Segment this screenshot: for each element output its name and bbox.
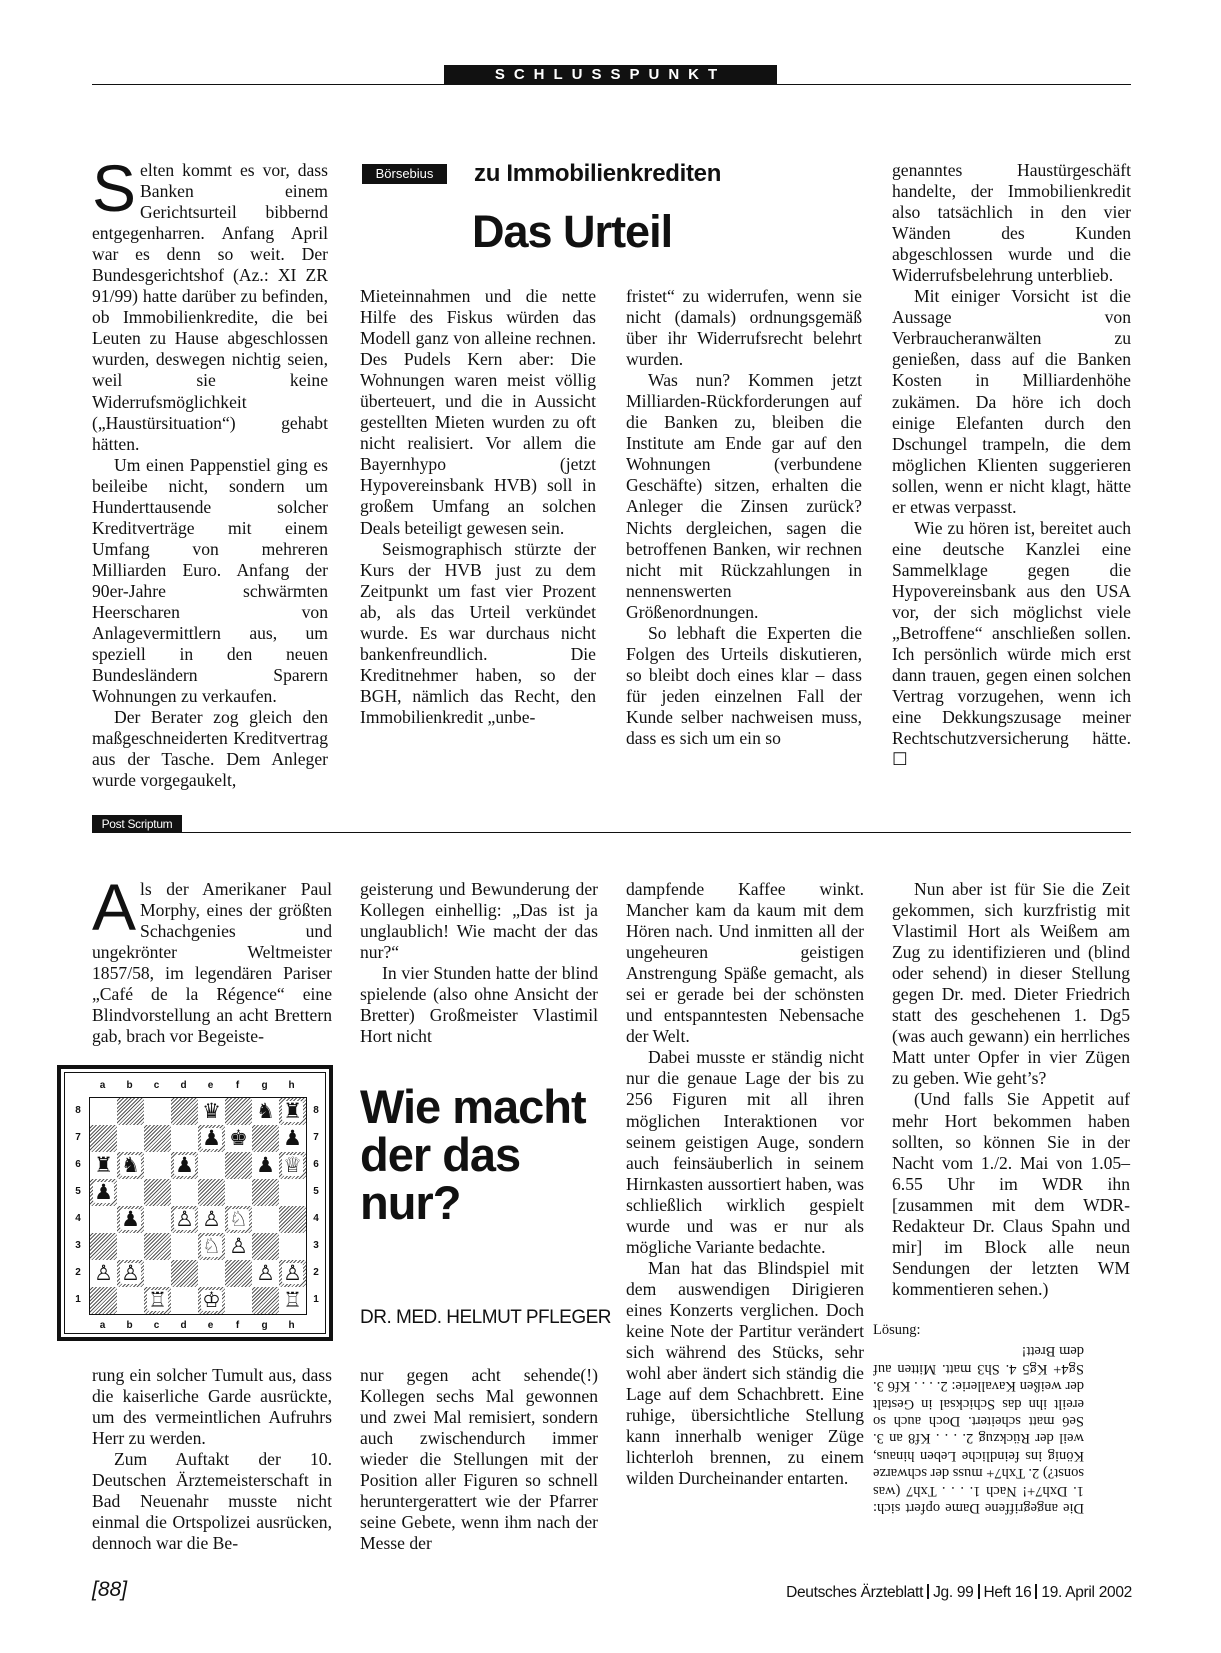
board-square-b7 bbox=[117, 1125, 144, 1152]
paragraph: Der Berater zog gleich den maßgeschneiderten Kreditvertrag aus der Tasche. Dem Anleger wurde vorgegaukelt, bbox=[92, 707, 328, 791]
rank-label: 1 bbox=[313, 1294, 319, 1305]
article1-column-2 bbox=[360, 286, 596, 728]
file-label: g bbox=[261, 1080, 268, 1091]
rank-label: 3 bbox=[75, 1240, 81, 1251]
paragraph: elten kommt es vor, dass Banken einem Gerichtsurteil bibbernd entgegenharren. Anfang April war es denn so weit. Der Bundesgerichtshof (Az.: XI ZR 91/99) hatte darüber zu befinden, ob Immobilienkredite, die bei Leuten zu Hause abgeschlossen wurden, deswegen nichtig seien, weil sie keine Widerrufsmöglichkeit („Haustürsituation“) gehabt hätten. bbox=[92, 160, 328, 454]
board-square-e8 bbox=[198, 1098, 225, 1125]
paragraph: Mieteinnahmen und die nette Hilfe des Fiskus würden das Modell ganz von alleine rechnen. Des Pudels Kern aber: Die Wohnungen waren meist völlig überteuert, und die in Aussicht gestellten Mieten wurden zu oft nicht realisiert. Vor allem die Bayernhypo (jetzt Hypovereinsbank HVB) soll in großem Umfang an solchen Deals beteiligt gewesen sein. bbox=[360, 286, 596, 538]
file-label: h bbox=[288, 1320, 295, 1331]
rank-label: 4 bbox=[313, 1213, 319, 1224]
rank-label: 2 bbox=[75, 1267, 81, 1278]
board-square-f6 bbox=[225, 1152, 252, 1179]
chess-piece: ♟ bbox=[94, 1180, 113, 1204]
article1-column-3 bbox=[626, 286, 862, 749]
board-square-d8 bbox=[171, 1098, 198, 1125]
chess-piece: ♜ bbox=[94, 1153, 113, 1177]
article1-column-4 bbox=[892, 160, 1131, 770]
board-square-g3 bbox=[252, 1233, 279, 1260]
board-square-f7 bbox=[225, 1125, 252, 1152]
board-square-e1 bbox=[198, 1287, 225, 1314]
board-square-b8 bbox=[117, 1098, 144, 1125]
chess-piece: ♙ bbox=[229, 1234, 248, 1258]
board-square-a6 bbox=[90, 1152, 117, 1179]
chessboard bbox=[89, 1097, 307, 1315]
article-kicker: zu Immobilienkrediten bbox=[474, 160, 722, 187]
board-square-h3 bbox=[279, 1233, 306, 1260]
board-square-a1 bbox=[90, 1287, 117, 1314]
chess-piece: ♖ bbox=[148, 1288, 167, 1312]
chess-piece: ♟ bbox=[121, 1207, 140, 1231]
file-label: e bbox=[207, 1320, 214, 1331]
chess-piece: ♟ bbox=[283, 1126, 302, 1150]
solution-label: Lösung: bbox=[873, 1322, 921, 1338]
board-square-a7 bbox=[90, 1125, 117, 1152]
chess-piece: ♚ bbox=[229, 1126, 248, 1150]
article2-column-1-top bbox=[92, 870, 332, 1047]
rank-labels-left bbox=[70, 1097, 86, 1313]
chess-piece: ♙ bbox=[121, 1261, 140, 1285]
paragraph: Dabei musste er ständig nicht nur die genaue Lage der bis zu 256 Figuren mit all ihren möglichen Interaktionen vor seinem geistigen Auge, sondern auch feinsäuberlich in seinem Hirnkasten aussortiert haben, was schließlich wirklich gespielt wurde und was er nur als mögliche Variante bedachte. bbox=[626, 1047, 864, 1257]
board-square-h8 bbox=[279, 1098, 306, 1125]
author-byline: DR. MED. HELMUT PFLEGER bbox=[360, 1307, 612, 1328]
chess-piece: ♟ bbox=[256, 1153, 275, 1177]
rank-label: 6 bbox=[313, 1159, 319, 1170]
section-label: SCHLUSSPUNKT bbox=[444, 65, 777, 85]
board-square-b3 bbox=[117, 1233, 144, 1260]
board-square-c5 bbox=[144, 1179, 171, 1206]
paragraph: Was nun? Kommen jetzt Milliarden-Rückforderungen auf die Banken zu, bleiben die Institute am Ende gar auf den Wohnungen (verbundene Geschäfte) sitzen, erhalten die Anleger die Zinsen zurück? Nichts dergleichen, sagen die betroffenen Banken, wir rechnen nicht mit Rückzahlungen in nennenswerten Größenordnungen. bbox=[626, 370, 862, 622]
file-label: b bbox=[126, 1320, 133, 1331]
file-label: c bbox=[153, 1080, 160, 1091]
article2-column-4 bbox=[892, 879, 1130, 1300]
file-label: e bbox=[207, 1080, 214, 1091]
board-square-g5 bbox=[252, 1179, 279, 1206]
rank-label: 8 bbox=[313, 1105, 319, 1116]
article2-column-3 bbox=[626, 879, 864, 1489]
dropcap: A bbox=[92, 870, 137, 944]
board-square-d7 bbox=[171, 1125, 198, 1152]
paragraph: nur gegen acht sehende(!) Kollegen sechs Mal gewonnen und zwei Mal remisiert, sondern auch zwischendurch immer wieder die Stellungen mit der Position aller Figuren so schnell heruntergerattert wie der Pfarrer seine Gebete, wenn ihm nach der Messe der bbox=[360, 1365, 598, 1554]
chess-piece: ♛ bbox=[202, 1099, 221, 1123]
chess-piece: ♜ bbox=[283, 1099, 302, 1123]
file-label: f bbox=[235, 1080, 240, 1091]
issue: Heft 16 bbox=[983, 1584, 1032, 1601]
board-square-a2 bbox=[90, 1260, 117, 1287]
chess-piece: ♖ bbox=[283, 1288, 302, 1312]
board-square-a5 bbox=[90, 1179, 117, 1206]
date: 19. April 2002 bbox=[1041, 1584, 1132, 1601]
chess-piece: ♟ bbox=[202, 1126, 221, 1150]
board-square-h2 bbox=[279, 1260, 306, 1287]
rank-label: 3 bbox=[313, 1240, 319, 1251]
paragraph: genanntes Haustürgeschäft handelte, der Immobilienkredit also tatsächlich in den vier Wänden des Kunden abgeschlossen wurde und die Widerrufsbelehrung unterblieb. bbox=[892, 160, 1131, 286]
rank-label: 7 bbox=[313, 1132, 319, 1143]
file-label: d bbox=[180, 1320, 187, 1331]
board-square-g7 bbox=[252, 1125, 279, 1152]
paragraph: geisterung und Bewunderung der Kollegen einhellig: „Das ist ja unglaublich! Wie macht der das nur?“ bbox=[360, 879, 598, 963]
chess-piece: ♙ bbox=[175, 1207, 194, 1231]
file-labels-top bbox=[89, 1078, 305, 1094]
board-square-a8 bbox=[90, 1098, 117, 1125]
file-label: a bbox=[99, 1080, 106, 1091]
board-square-d1 bbox=[171, 1287, 198, 1314]
board-square-h4 bbox=[279, 1206, 306, 1233]
article2-column-2-bottom bbox=[360, 1365, 598, 1554]
board-square-a4 bbox=[90, 1206, 117, 1233]
chess-piece: ♙ bbox=[202, 1207, 221, 1231]
chess-piece: ♙ bbox=[256, 1261, 275, 1285]
chess-piece: ♟ bbox=[175, 1153, 194, 1177]
file-label: g bbox=[261, 1320, 268, 1331]
board-square-d5 bbox=[171, 1179, 198, 1206]
chess-piece: ♞ bbox=[256, 1099, 275, 1123]
paragraph: Man hat das Blindspiel mit dem auswendigen Dirigieren eines Konzerts verglichen. Doch keine Note der Partitur verändert sich während des Stücks, sehr wohl aber ändert sich ständig die Lage auf dem Schachbrett. Eine ruhige, übersichtliche Stellung kann innerhalb weniger Züge lichterloh brennen, zu einem wilden Durcheinander entarten. bbox=[626, 1257, 864, 1489]
board-square-e2 bbox=[198, 1260, 225, 1287]
article-headline: Wie macht der das nur? bbox=[360, 1080, 586, 1229]
board-square-a3 bbox=[90, 1233, 117, 1260]
board-square-g8 bbox=[252, 1098, 279, 1125]
rank-label: 4 bbox=[75, 1213, 81, 1224]
chess-piece: ♘ bbox=[229, 1207, 248, 1231]
board-square-f2 bbox=[225, 1260, 252, 1287]
chess-diagram bbox=[57, 1065, 333, 1341]
rank-labels-right bbox=[308, 1097, 324, 1313]
volume: Jg. 99 bbox=[933, 1584, 974, 1601]
file-label: h bbox=[288, 1080, 295, 1091]
chess-piece: ♘ bbox=[202, 1234, 221, 1258]
board-square-e4 bbox=[198, 1206, 225, 1233]
file-label: c bbox=[153, 1320, 160, 1331]
chess-piece: ♕ bbox=[283, 1153, 302, 1177]
rank-label: 1 bbox=[75, 1294, 81, 1305]
board-square-h1 bbox=[279, 1287, 306, 1314]
board-square-d2 bbox=[171, 1260, 198, 1287]
board-square-e3 bbox=[198, 1233, 225, 1260]
board-square-c2 bbox=[144, 1260, 171, 1287]
board-square-b4 bbox=[117, 1206, 144, 1233]
rank-label: 7 bbox=[75, 1132, 81, 1143]
board-square-c1 bbox=[144, 1287, 171, 1314]
board-square-f5 bbox=[225, 1179, 252, 1206]
footer-source bbox=[786, 1584, 1132, 1602]
rank-label: 8 bbox=[75, 1105, 81, 1116]
board-square-e5 bbox=[198, 1179, 225, 1206]
paragraph: fristet“ zu widerrufen, wenn sie nicht (damals) ordnungsgemäß über ihr Widerrufsrecht belehrt wurden. bbox=[626, 286, 862, 370]
board-square-e6 bbox=[198, 1152, 225, 1179]
chess-piece: ♙ bbox=[283, 1261, 302, 1285]
paragraph: Seismographisch stürzte der Kurs der HVB just zu dem Zeitpunkt um fast vier Prozent ab, als das Urteil verkündet wurde. Es war durchaus nicht bankenfreundlich. Die Kreditnehmer haben, so der BGH, nämlich das Recht, den Immobilienkredit „unbe- bbox=[360, 538, 596, 727]
board-square-c4 bbox=[144, 1206, 171, 1233]
paragraph: In vier Stunden hatte der blind spielende (also ohne Ansicht der Bretter) Großmeister Vlastimil Hort nicht bbox=[360, 963, 598, 1047]
paragraph: Nun aber ist für Sie die Zeit gekommen, sich kurzfristig mit Vlastimil Hort als Weißem am Zug zu identifizieren und (blind oder sehend) in dieser Stellung gegen Dr. med. Dieter Friedrich statt des geschehenen 1. Dg5 (was auch gewann) ein herrliches Matt unter Opfer in vier Zügen zu geben. Wie geht’s? bbox=[892, 879, 1130, 1089]
file-label: f bbox=[235, 1320, 240, 1331]
chess-piece: ♞ bbox=[121, 1153, 140, 1177]
chess-piece: ♔ bbox=[202, 1288, 221, 1312]
file-label: a bbox=[99, 1320, 106, 1331]
paragraph: ls der Amerikaner Paul Morphy, eines der größten Schachgenies und ungekrönter Weltmeister 1857/58, im legendären Pariser „Café de la Régence“ eine Blindvorstellung an acht Brettern gab, brach vor Begeiste- bbox=[92, 879, 332, 1047]
board-square-g6 bbox=[252, 1152, 279, 1179]
board-square-b2 bbox=[117, 1260, 144, 1287]
journal-name: Deutsches Ärzteblatt bbox=[786, 1584, 924, 1601]
paragraph: Wie zu hören ist, bereitet auch eine deutsche Kanzlei eine Sammelklage gegen die Hypovereinsbank aus den USA vor, der sich möglichst viele „Betroffene“ anschließen sollen. Ich persönlich würde mich erst dann trauen, gegen einen solchen Vertrag vorzugehen, wenn ich eine Dekkungszusage meiner Rechtschutzversicherung hätte. ☐ bbox=[892, 517, 1131, 770]
rank-label: 6 bbox=[75, 1159, 81, 1170]
board-square-c3 bbox=[144, 1233, 171, 1260]
article-headline: Das Urteil bbox=[472, 206, 673, 257]
paragraph: So lebhaft die Experten die Folgen des Urteils diskutieren, so bleibt doch eines klar – dass für jeden einzelnen Fall der Kunde selber nachweisen muss, dass es sich um ein so bbox=[626, 622, 862, 748]
article2-column-2-top bbox=[360, 879, 598, 1047]
file-label: b bbox=[126, 1080, 133, 1091]
article-tag: Post Scriptum bbox=[92, 815, 182, 833]
board-square-f4 bbox=[225, 1206, 252, 1233]
board-square-b5 bbox=[117, 1179, 144, 1206]
paragraph: Mit einiger Vorsicht ist die Aussage von Verbraucheranwälten zu genießen, dass auf die Banken Kosten in Milliardenhöhe zukämen. Da höre ich doch einige Elefanten durch den Dschungel trampeln, die dem möglichen Klienten suggerieren sollen, wenn er nicht klagt, hätte er etwas verpasst. bbox=[892, 286, 1131, 517]
board-square-b6 bbox=[117, 1152, 144, 1179]
article-tag: Börsebius bbox=[362, 164, 447, 184]
board-square-e7 bbox=[198, 1125, 225, 1152]
board-square-b1 bbox=[117, 1287, 144, 1314]
rank-label: 5 bbox=[313, 1186, 319, 1197]
solution-upside-down: Die angegriffene Dame opfert sich: 1. Dxh7+! Nach 1. . . . Txh7 (was sonst?) 2. Txh7+ muss der schwarze König ins feindliche Leben hinaus, weil der Rückzug 2. . . . Kf8 an 3. Se6 matt scheitert. Doch auch so ereilt ihn das Schicksal in Gestalt der weißen Kavallerie: 2. . . . Kf6 3. Sg4+ Kg5 4. Sh3 matt. Mitten auf dem Brett! bbox=[873, 1343, 1084, 1517]
rank-label: 5 bbox=[75, 1186, 81, 1197]
board-square-c6 bbox=[144, 1152, 171, 1179]
board-square-c8 bbox=[144, 1098, 171, 1125]
rank-label: 2 bbox=[313, 1267, 319, 1278]
board-square-g4 bbox=[252, 1206, 279, 1233]
board-square-g2 bbox=[252, 1260, 279, 1287]
paragraph: Um einen Pappenstiel ging es beileibe nicht, sondern um Hunderttausende solcher Kreditverträge mit einem Umfang von mehreren Milliarden Euro. Anfang der 90er-Jahre schwärmten Heerscharen von Anlagevermittlern aus, um speziell in den neuen Bundesländern Sparern Wohnungen zu verkaufen. bbox=[92, 454, 328, 707]
article2-column-1-bottom bbox=[92, 1365, 332, 1554]
board-square-f1 bbox=[225, 1287, 252, 1314]
dropcap: S bbox=[92, 151, 137, 225]
board-square-d3 bbox=[171, 1233, 198, 1260]
chess-piece: ♙ bbox=[94, 1261, 113, 1285]
section-rule bbox=[92, 832, 1131, 833]
file-label: d bbox=[180, 1080, 187, 1091]
board-square-h6 bbox=[279, 1152, 306, 1179]
board-square-f3 bbox=[225, 1233, 252, 1260]
paragraph: rung ein solcher Tumult aus, dass die kaiserliche Garde ausrückte, um des vermeintlichen Aufruhrs Herr zu werden. bbox=[92, 1365, 332, 1449]
board-square-g1 bbox=[252, 1287, 279, 1314]
board-square-h7 bbox=[279, 1125, 306, 1152]
paragraph: dampfende Kaffee winkt. Mancher kam da kaum mit dem Hören nach. Und inmitten all der ungeheuren geistigen Anstrengung Späße gemacht, als sei er gerade bei der schönsten und entspanntesten Nebensache der Welt. bbox=[626, 879, 864, 1047]
board-square-f8 bbox=[225, 1098, 252, 1125]
page-number: [88] bbox=[92, 1578, 128, 1601]
board-square-d4 bbox=[171, 1206, 198, 1233]
article1-column-1 bbox=[92, 151, 328, 791]
board-square-c7 bbox=[144, 1125, 171, 1152]
file-labels-bottom bbox=[89, 1318, 305, 1334]
paragraph: Zum Auftakt der 10. Deutschen Ärztemeisterschaft in Bad Neuenahr musste nicht einmal die Ortspolizei ausrücken, dennoch war die Be- bbox=[92, 1449, 332, 1554]
board-square-d6 bbox=[171, 1152, 198, 1179]
paragraph: (Und falls Sie Appetit auf mehr Hort bekommen haben sollten, so können Sie in der Nacht vom 1./2. Mai von 1.05–6.55 Uhr im WDR ihn [zusammen mit dem WDR-Redakteur Dr. Claus Spahn und mir] im Block alle neun Sendungen der letzten WM kommentieren sehen.) bbox=[892, 1089, 1130, 1299]
board-square-h5 bbox=[279, 1179, 306, 1206]
